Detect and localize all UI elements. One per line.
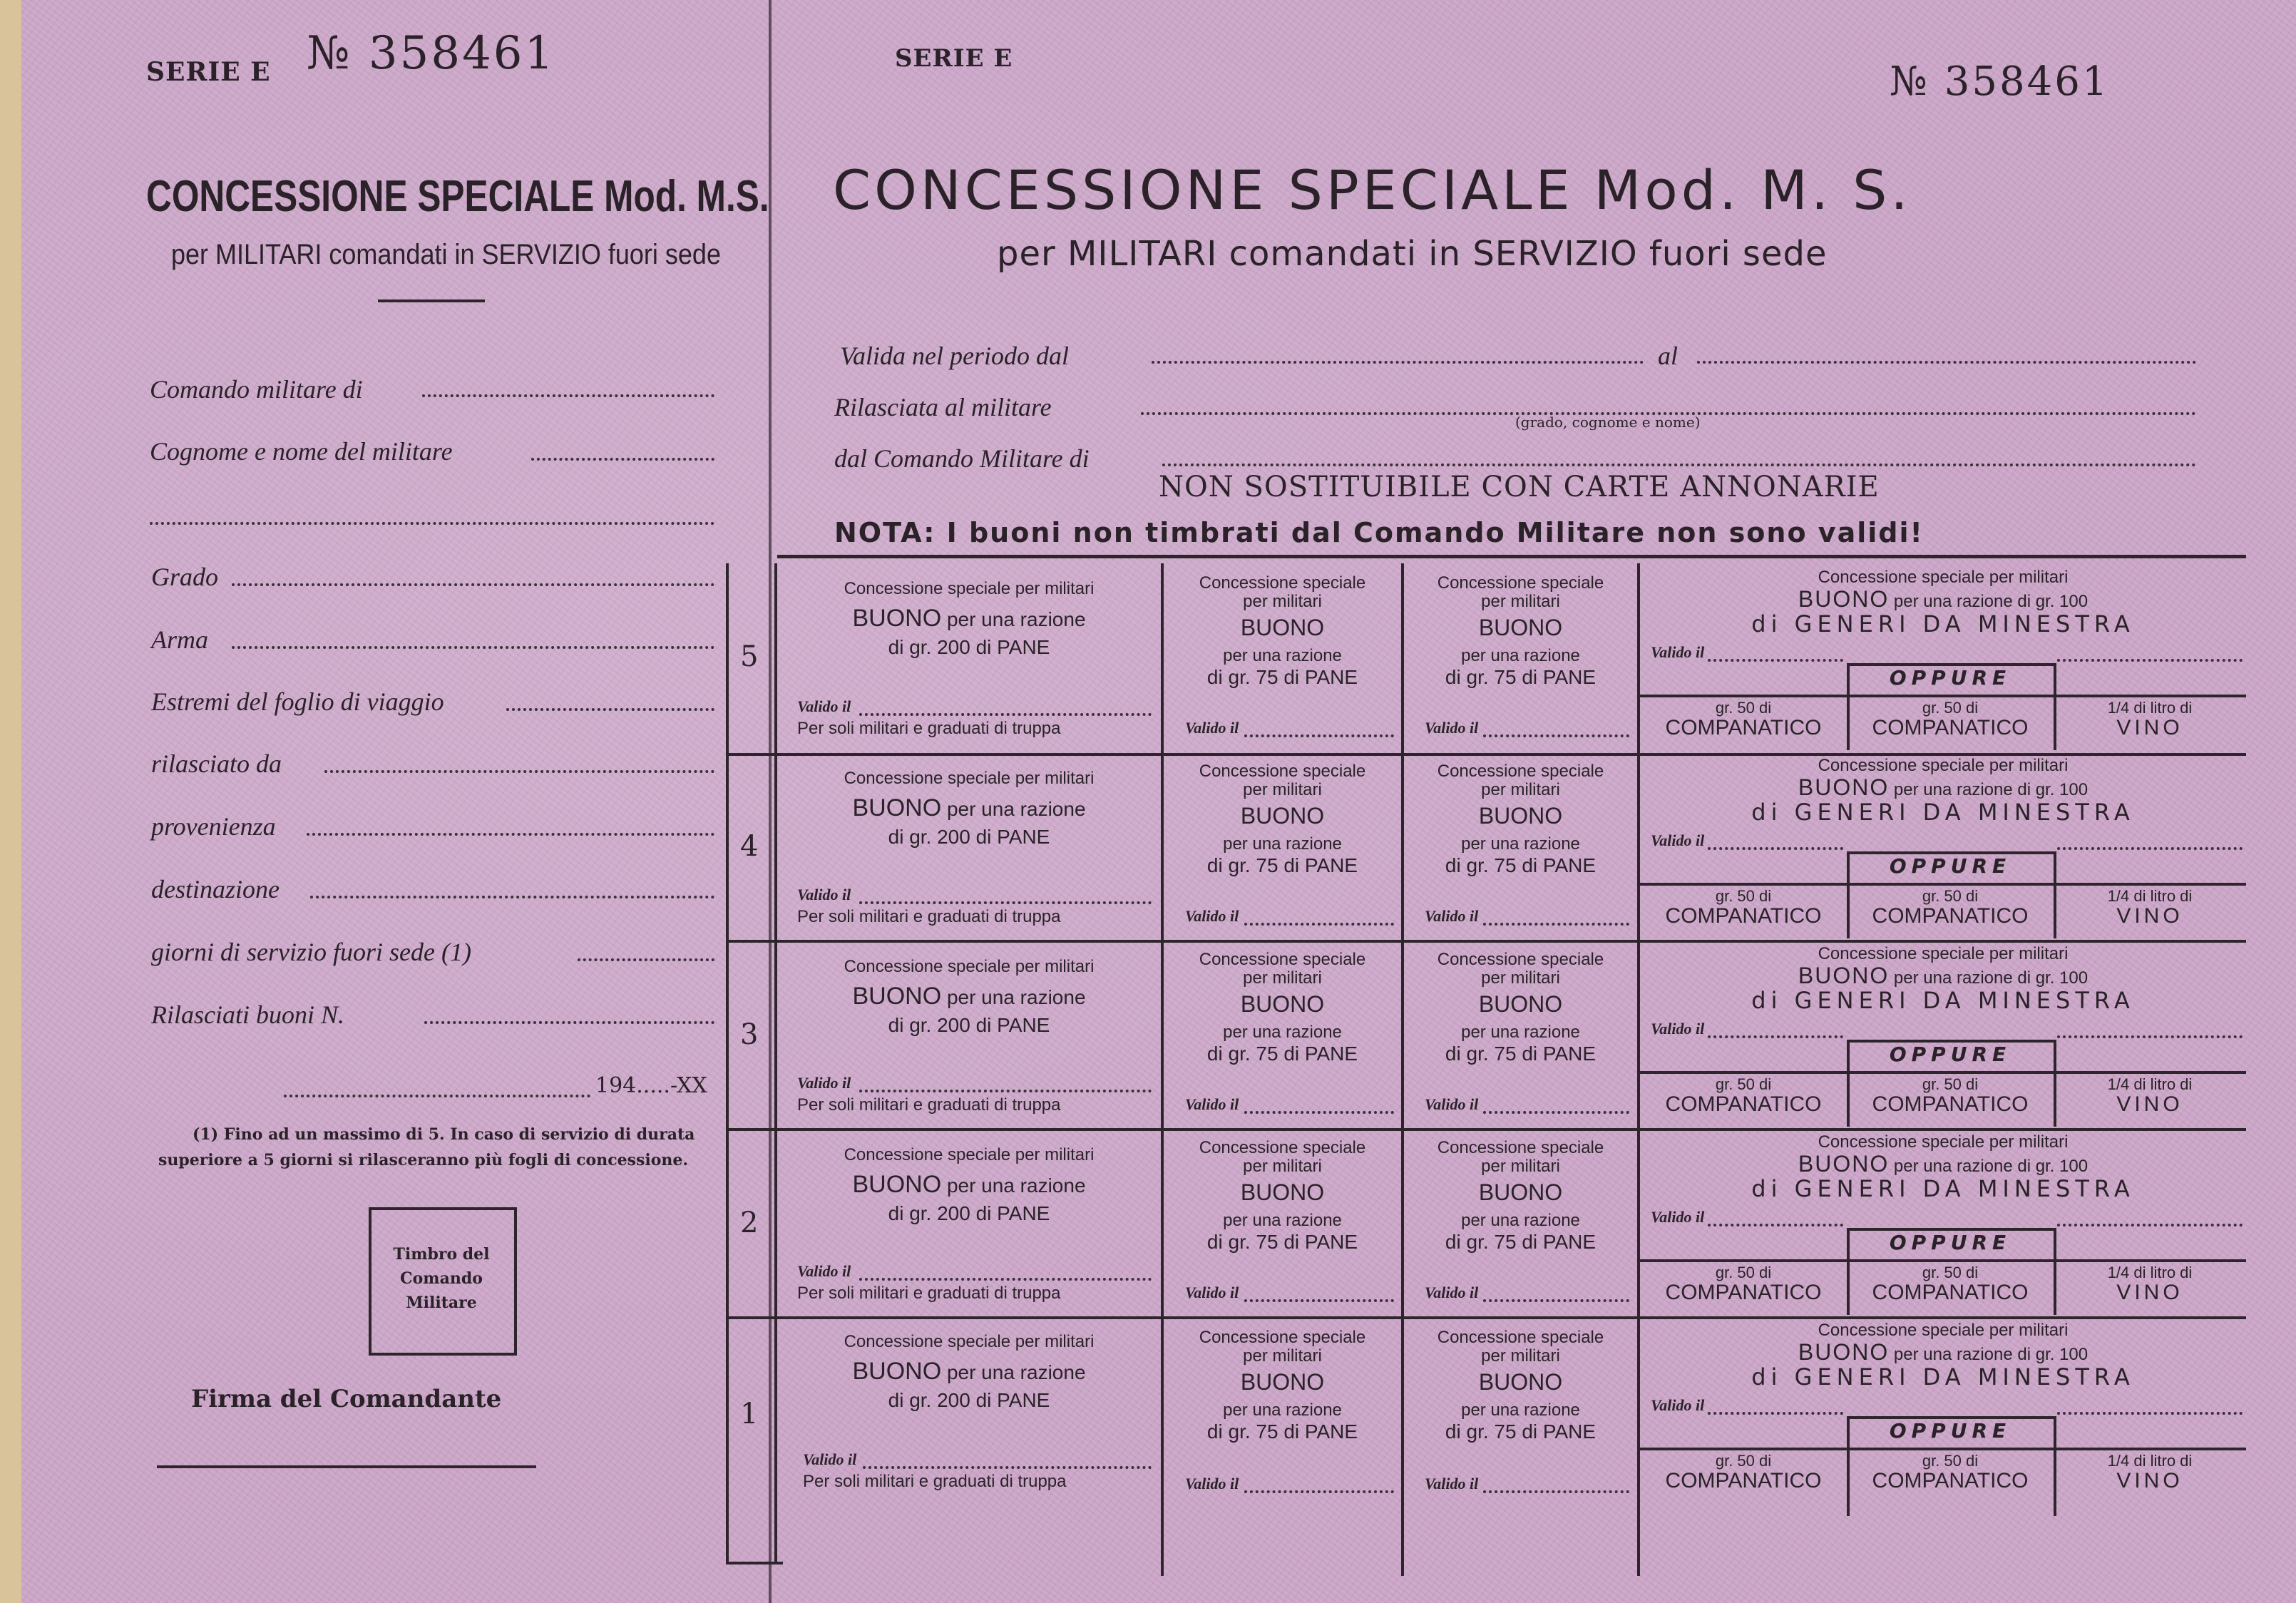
small-coupon-valido: Valido il — [1425, 907, 1479, 925]
card-line-comando — [1162, 464, 2196, 466]
grid-left-rule — [726, 563, 729, 1562]
bread-coupon-footer: Per soli militari e graduati di truppa — [797, 907, 1061, 926]
minestra-coupon-generi: di GENERI DA MINESTRA — [1751, 1363, 2135, 1391]
grid-row-rule-4 — [726, 1316, 2246, 1319]
buono-label: BUONO — [1798, 1151, 1890, 1177]
companatico-qty: gr. 50 di — [1715, 699, 1772, 717]
companatico-qty: gr. 50 di — [1922, 887, 1979, 905]
bread-coupon-valido-line — [859, 901, 1152, 904]
small-coupon-heading-2: per militari — [1243, 1157, 1322, 1176]
card-field-al: al — [1658, 342, 1679, 370]
bread-coupon-heading: Concessione speciale per militari — [844, 957, 1095, 976]
minestra-qty-label: per una razione di gr. 100 — [1893, 780, 2089, 799]
bread-coupon-heading: Concessione speciale per militari — [844, 1145, 1095, 1164]
buono-label: BUONO — [1798, 963, 1890, 988]
vino-label: VINO — [2116, 1092, 2183, 1116]
coupon-row-number: 1 — [740, 1398, 759, 1430]
stub-field-provenienza: provenienza — [151, 812, 276, 841]
small-coupon-heading-1: Concessione speciale — [1437, 950, 1604, 969]
stub-field-destinazione: destinazione — [151, 875, 280, 903]
grid-number-col-rule — [774, 563, 777, 1562]
small-coupon-buono: BUONO — [1478, 803, 1563, 829]
vino-label: VINO — [2116, 716, 2183, 739]
minestra-coupon-valido: Valido il — [1651, 1208, 1705, 1226]
vino-qty: 1/4 di litro di — [2107, 1452, 2193, 1470]
stub-line-comando — [422, 394, 714, 397]
bread-coupon-valido-line — [859, 713, 1152, 716]
small-coupon-valido-line — [1244, 1299, 1394, 1302]
bread-coupon-buono — [777, 1358, 1161, 1386]
bread-coupon-valido: Valido il — [797, 1262, 851, 1280]
small-coupon-razione: per una razione — [1461, 834, 1580, 854]
minestra-coupon-valido: Valido il — [1651, 1396, 1705, 1414]
stub-date-year: 194.....-XX — [595, 1073, 707, 1098]
minestra-coupon-valido: Valido il — [1651, 643, 1705, 661]
oppure-bottom-rule — [1640, 1448, 2246, 1450]
razione-label: per una razione — [946, 798, 1086, 820]
stub-footnote-2: superiore a 5 giorni si rilasceranno più fogli di concessione. — [158, 1151, 689, 1169]
small-coupon-valido-line — [1483, 1490, 1629, 1493]
small-coupon-quantity: di gr. 75 di PANE — [1206, 666, 1358, 688]
small-coupon-heading-2: per militari — [1243, 592, 1322, 611]
commander-signature-label: Firma del Comandante — [191, 1385, 502, 1413]
minestra-coupon-generi: di GENERI DA MINESTRA — [1751, 799, 2135, 826]
small-coupon-valido-line — [1244, 1111, 1394, 1114]
vino-label: VINO — [2116, 904, 2183, 928]
small-coupon-razione: per una razione — [1461, 1023, 1580, 1042]
stub-line-estremi — [506, 708, 714, 711]
vino-qty: 1/4 di litro di — [2107, 699, 2193, 717]
small-coupon-heading-2: per militari — [1481, 968, 1560, 988]
small-coupon-razione: per una razione — [1223, 1400, 1342, 1420]
coupon-row-number: 5 — [740, 640, 759, 673]
small-coupon-quantity: di gr. 75 di PANE — [1445, 1231, 1597, 1253]
small-coupon-heading-1: Concessione speciale — [1437, 762, 1604, 781]
buono-label: BUONO — [852, 605, 942, 632]
oppure-bottom-rule — [1640, 695, 2246, 697]
coupon-row-number: 4 — [740, 830, 759, 863]
minestra-coupon-valido: Valido il — [1651, 1020, 1705, 1038]
small-coupon-heading-1: Concessione speciale — [1199, 573, 1366, 593]
vino-qty: 1/4 di litro di — [2107, 1264, 2193, 1281]
minestra-valido-line — [1708, 1224, 1843, 1226]
small-coupon-valido: Valido il — [1425, 719, 1479, 737]
companatico-qty: gr. 50 di — [1922, 1452, 1979, 1470]
stub-line-destinazione — [310, 896, 714, 898]
minestra-valido-line — [1708, 1035, 1843, 1038]
buono-label: BUONO — [1798, 586, 1890, 612]
grid-row-rule-2 — [726, 940, 2246, 943]
bread-coupon-valido-line — [863, 1466, 1152, 1469]
bread-coupon-quantity: di gr. 200 di PANE — [888, 636, 1050, 658]
stub-line-date — [284, 1095, 590, 1097]
small-coupon-valido: Valido il — [1425, 1284, 1479, 1301]
card-field-rilasciata: Rilasciata al militare — [834, 393, 1052, 421]
minestra-qty-label: per una razione di gr. 100 — [1893, 1157, 2089, 1176]
card-line-validita-to — [1697, 361, 2196, 364]
stub-field-grado: Grado — [151, 563, 219, 591]
small-coupon-quantity: di gr. 75 di PANE — [1445, 666, 1597, 688]
small-coupon-razione: per una razione — [1223, 1023, 1342, 1042]
stub-field-comando: Comando militare di — [150, 375, 363, 404]
small-coupon-valido: Valido il — [1425, 1475, 1479, 1492]
small-coupon-valido: Valido il — [1185, 1475, 1239, 1492]
bread-coupon-quantity: di gr. 200 di PANE — [888, 1014, 1050, 1036]
paper-edge — [0, 0, 21, 1603]
stamp-label: Timbro del Comando Militare — [393, 1245, 490, 1312]
bread-coupon-valido-line — [859, 1278, 1152, 1281]
oppure-bottom-rule — [1640, 1259, 2246, 1262]
companatico-label: COMPANATICO — [1872, 1092, 2029, 1116]
small-coupon-razione: per una razione — [1461, 1400, 1580, 1420]
small-coupon-buono: BUONO — [1240, 1369, 1325, 1395]
minestra-coupon-buono — [1640, 1151, 2246, 1177]
small-coupon-razione: per una razione — [1223, 1211, 1342, 1230]
small-coupon-valido: Valido il — [1185, 1095, 1239, 1113]
minestra-valido-line-2 — [2057, 847, 2243, 850]
signature-line — [157, 1465, 536, 1468]
vino-qty: 1/4 di litro di — [2107, 887, 2193, 905]
small-coupon-valido-line — [1483, 1111, 1629, 1114]
minestra-coupon-generi: di GENERI DA MINESTRA — [1751, 1175, 2135, 1202]
small-coupon-heading-1: Concessione speciale — [1437, 1328, 1604, 1347]
bread-coupon-footer: Per soli militari e graduati di truppa — [797, 1284, 1061, 1303]
card-subtitle: per MILITARI comandati in SERVIZIO fuori sede — [997, 234, 1828, 274]
small-coupon-heading-1: Concessione speciale — [1199, 950, 1366, 969]
small-coupon-razione: per una razione — [1223, 646, 1342, 665]
card-nota: NOTA: I buoni non timbrati dal Comando Militare non sono validi! — [834, 517, 1924, 548]
minestra-coupon-buono — [1640, 774, 2246, 801]
bread-coupon-buono — [777, 1171, 1161, 1199]
stub-title: CONCESSIONE SPECIALE Mod. M.S. — [146, 172, 769, 221]
grid-bottom-rule — [726, 1562, 783, 1564]
bread-coupon-buono — [777, 983, 1161, 1010]
minestra-coupon-buono — [1640, 586, 2246, 613]
stub-line-buoni — [424, 1021, 714, 1024]
small-coupon-razione: per una razione — [1461, 646, 1580, 665]
small-coupon-buono: BUONO — [1478, 991, 1563, 1017]
bread-coupon-footer: Per soli militari e graduati di truppa — [797, 1095, 1061, 1115]
stub-title-rule — [378, 299, 485, 302]
small-coupon-heading-1: Concessione speciale — [1437, 573, 1604, 593]
card-field-comando: dal Comando Militare di — [834, 444, 1090, 473]
stub-footnote-1: (1) Fino ad un massimo di 5. In caso di servizio di durata — [193, 1125, 695, 1144]
small-coupon-heading-1: Concessione speciale — [1199, 1138, 1366, 1157]
card-series: SERIE E — [895, 44, 1013, 73]
small-coupon-quantity: di gr. 75 di PANE — [1206, 1043, 1358, 1065]
bread-coupon-heading: Concessione speciale per militari — [844, 769, 1095, 788]
buono-label: BUONO — [852, 1358, 942, 1385]
bread-coupon-valido: Valido il — [803, 1450, 857, 1468]
companatico-label: COMPANATICO — [1665, 904, 1822, 928]
razione-label: per una razione — [946, 1361, 1086, 1383]
companatico-qty: gr. 50 di — [1715, 1452, 1772, 1470]
buono-label: BUONO — [852, 1171, 942, 1198]
minestra-qty-label: per una razione di gr. 100 — [1893, 592, 2089, 611]
vino-label: VINO — [2116, 1281, 2183, 1304]
small-coupon-quantity: di gr. 75 di PANE — [1206, 854, 1358, 876]
small-coupon-valido-line — [1483, 734, 1629, 737]
stub-line-cognome — [531, 458, 714, 461]
coupon-row-number: 3 — [740, 1018, 759, 1051]
oppure-label: OPPURE — [1889, 854, 2011, 878]
stub-field-giorni: giorni di servizio fuori sede (1) — [151, 938, 471, 966]
stub-line-grado — [232, 583, 714, 586]
small-coupon-heading-2: per militari — [1243, 780, 1322, 799]
stub-field-arma: Arma — [151, 625, 208, 654]
grid-row-rule-3 — [726, 1128, 2246, 1131]
small-coupon-valido: Valido il — [1185, 907, 1239, 925]
oppure-label: OPPURE — [1889, 1043, 2011, 1066]
small-coupon-buono: BUONO — [1240, 991, 1325, 1017]
razione-label: per una razione — [946, 608, 1086, 630]
coupon-row-number: 2 — [740, 1207, 759, 1239]
stub-subtitle: per MILITARI comandati in SERVIZIO fuori sede — [171, 239, 721, 270]
companatico-label: COMPANATICO — [1665, 1281, 1822, 1304]
stub-line-provenienza — [307, 833, 714, 836]
small-coupon-valido: Valido il — [1185, 1284, 1239, 1301]
minestra-coupon-buono — [1640, 963, 2246, 989]
bread-coupon-quantity: di gr. 200 di PANE — [888, 826, 1050, 848]
minestra-valido-line-2 — [2057, 1035, 2243, 1038]
companatico-label: COMPANATICO — [1872, 1469, 2029, 1492]
companatico-label: COMPANATICO — [1665, 1092, 1822, 1116]
stub-line-arma — [232, 646, 714, 649]
companatico-qty: gr. 50 di — [1715, 1264, 1772, 1281]
small-coupon-heading-1: Concessione speciale — [1199, 762, 1366, 781]
stub-series: SERIE E — [146, 57, 271, 87]
small-coupon-valido-line — [1483, 1299, 1629, 1302]
razione-label: per una razione — [946, 986, 1086, 1008]
small-coupon-buono: BUONO — [1478, 615, 1563, 640]
small-coupon-valido-line — [1244, 1490, 1394, 1493]
minestra-valido-line-2 — [2057, 659, 2243, 662]
card-field-validita: Valida nel periodo dal — [840, 342, 1069, 370]
minestra-coupon-valido: Valido il — [1651, 831, 1705, 849]
small-coupon-valido-line — [1244, 734, 1394, 737]
oppure-bottom-rule — [1640, 1071, 2246, 1074]
small-coupon-heading-2: per militari — [1481, 780, 1560, 799]
card-notice: NON SOSTITUIBILE CON CARTE ANNONARIE — [1159, 471, 1880, 503]
buono-label: BUONO — [1798, 1339, 1890, 1365]
companatico-qty: gr. 50 di — [1922, 1075, 1979, 1093]
small-coupon-quantity: di gr. 75 di PANE — [1445, 854, 1597, 876]
companatico-label: COMPANATICO — [1872, 1281, 2029, 1304]
small-coupon-quantity: di gr. 75 di PANE — [1445, 1420, 1597, 1443]
companatico-qty: gr. 50 di — [1715, 1075, 1772, 1093]
small-coupon-heading-1: Concessione speciale — [1437, 1138, 1604, 1157]
minestra-coupon-heading: Concessione speciale per militari — [1818, 1132, 2069, 1152]
stub-number: № 358461 — [307, 27, 556, 80]
minestra-coupon-heading: Concessione speciale per militari — [1818, 756, 2069, 775]
razione-label: per una razione — [946, 1174, 1086, 1197]
card-number: № 358461 — [1890, 58, 2110, 105]
bread-coupon-quantity: di gr. 200 di PANE — [888, 1202, 1050, 1224]
minestra-valido-line-2 — [2057, 1412, 2243, 1415]
bread-coupon-buono — [777, 605, 1161, 633]
stub-field-buoni: Rilasciati buoni N. — [151, 1000, 345, 1029]
companatico-qty: gr. 50 di — [1922, 1264, 1979, 1281]
minestra-coupon-buono — [1640, 1339, 2246, 1366]
perforation-fold — [769, 0, 772, 1603]
small-coupon-razione: per una razione — [1461, 1211, 1580, 1230]
bread-coupon-heading: Concessione speciale per militari — [844, 579, 1095, 598]
oppure-label: OPPURE — [1889, 666, 2011, 690]
small-coupon-valido-line — [1483, 923, 1629, 926]
small-coupon-heading-2: per militari — [1243, 968, 1322, 988]
minestra-coupon-heading: Concessione speciale per militari — [1818, 568, 2069, 587]
bread-coupon-quantity: di gr. 200 di PANE — [888, 1389, 1050, 1411]
vino-label: VINO — [2116, 1469, 2183, 1492]
buono-label: BUONO — [1798, 774, 1890, 800]
minestra-valido-line-2 — [2057, 1224, 2243, 1226]
minestra-valido-line — [1708, 659, 1843, 662]
bread-coupon-heading: Concessione speciale per militari — [844, 1332, 1095, 1351]
companatico-label: COMPANATICO — [1665, 1469, 1822, 1492]
bread-coupon-valido: Valido il — [797, 697, 851, 715]
small-coupon-heading-2: per militari — [1243, 1346, 1322, 1366]
oppure-label: OPPURE — [1889, 1231, 2011, 1254]
buono-label: BUONO — [852, 794, 942, 821]
small-coupon-quantity: di gr. 75 di PANE — [1206, 1420, 1358, 1443]
buono-label: BUONO — [852, 983, 942, 1010]
small-coupon-heading-1: Concessione speciale — [1199, 1328, 1366, 1347]
oppure-bottom-rule — [1640, 883, 2246, 886]
card-line-validita-from — [1152, 361, 1644, 364]
stub-field-estremi: Estremi del foglio di viaggio — [151, 687, 444, 716]
companatico-label: COMPANATICO — [1665, 716, 1822, 739]
companatico-label: COMPANATICO — [1872, 716, 2029, 739]
companatico-label: COMPANATICO — [1872, 904, 2029, 928]
grid-top-rule — [777, 555, 2246, 558]
small-coupon-buono: BUONO — [1240, 803, 1325, 829]
stub-line-cognome-2 — [150, 522, 714, 525]
small-coupon-quantity: di gr. 75 di PANE — [1445, 1043, 1597, 1065]
bread-coupon-footer: Per soli militari e graduati di truppa — [797, 719, 1061, 738]
bread-coupon-footer: Per soli militari e graduati di truppa — [803, 1472, 1067, 1491]
minestra-coupon-heading: Concessione speciale per militari — [1818, 944, 2069, 963]
small-coupon-quantity: di gr. 75 di PANE — [1206, 1231, 1358, 1253]
small-coupon-heading-2: per militari — [1481, 592, 1560, 611]
stub-field-rilasciato: rilasciato da — [151, 749, 282, 778]
small-coupon-valido-line — [1244, 923, 1394, 926]
stub-line-rilasciato — [324, 770, 714, 773]
small-coupon-buono: BUONO — [1240, 615, 1325, 640]
card-grado-note: (grado, cognome e nome) — [1515, 414, 1701, 431]
stub-field-cognome: Cognome e nome del militare — [150, 437, 453, 466]
oppure-label: OPPURE — [1889, 1419, 2011, 1443]
companatico-qty: gr. 50 di — [1715, 887, 1772, 905]
companatico-qty: gr. 50 di — [1922, 699, 1979, 717]
small-coupon-valido: Valido il — [1185, 719, 1239, 737]
small-coupon-razione: per una razione — [1223, 834, 1342, 854]
bread-coupon-buono — [777, 794, 1161, 822]
small-coupon-heading-2: per militari — [1481, 1346, 1560, 1366]
card-title: CONCESSIONE SPECIALE Mod. M. S. — [833, 158, 1912, 222]
minestra-coupon-generi: di GENERI DA MINESTRA — [1751, 610, 2135, 637]
minestra-coupon-heading: Concessione speciale per militari — [1818, 1321, 2069, 1340]
small-coupon-valido: Valido il — [1425, 1095, 1479, 1113]
minestra-valido-line — [1708, 847, 1843, 850]
stub-line-giorni — [578, 958, 714, 961]
vino-qty: 1/4 di litro di — [2107, 1075, 2193, 1093]
bread-coupon-valido: Valido il — [797, 886, 851, 903]
bread-coupon-valido: Valido il — [797, 1074, 851, 1092]
minestra-qty-label: per una razione di gr. 100 — [1893, 968, 2089, 988]
small-coupon-buono: BUONO — [1240, 1179, 1325, 1205]
small-coupon-buono: BUONO — [1478, 1369, 1563, 1395]
minestra-valido-line — [1708, 1412, 1843, 1415]
minestra-qty-label: per una razione di gr. 100 — [1893, 1345, 2089, 1364]
small-coupon-heading-2: per militari — [1481, 1157, 1560, 1176]
minestra-coupon-generi: di GENERI DA MINESTRA — [1751, 987, 2135, 1014]
small-coupon-buono: BUONO — [1478, 1179, 1563, 1205]
bread-coupon-valido-line — [859, 1090, 1152, 1092]
